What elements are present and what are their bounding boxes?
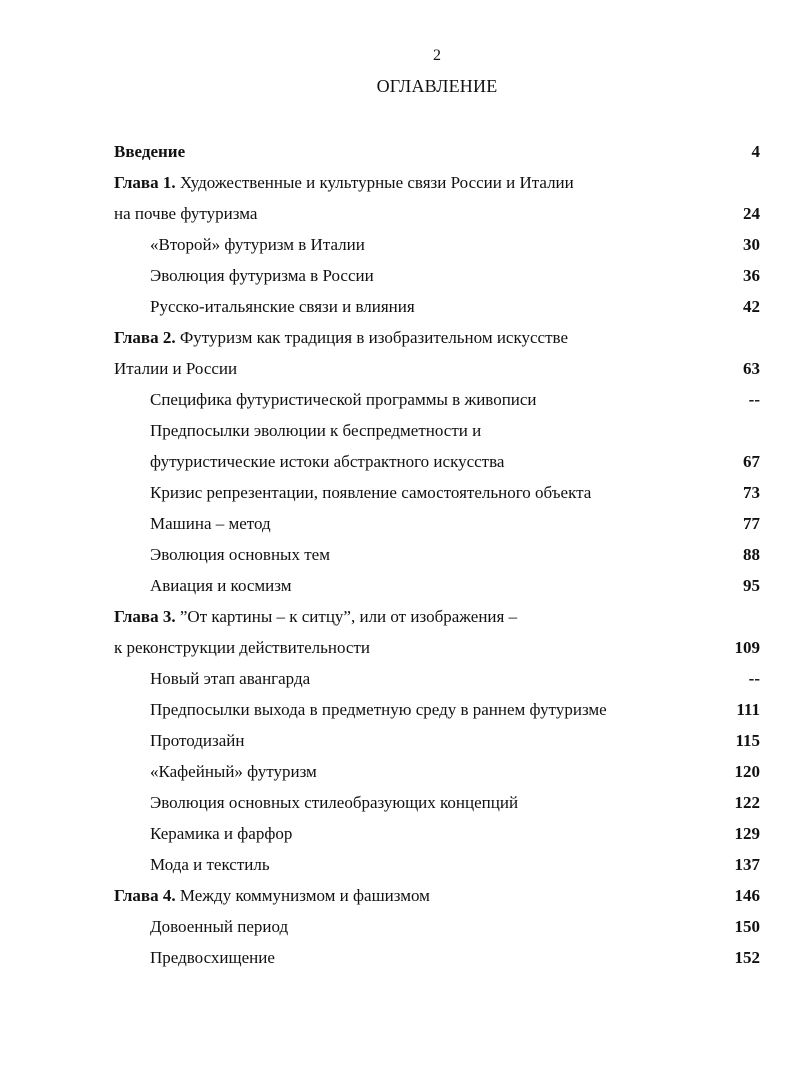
toc-text: «Кафейный» футуризм: [150, 762, 317, 781]
toc-text: Специфика футуристической программы в живописи: [150, 390, 537, 409]
toc-entry-chapter-3-cont: [114, 632, 760, 663]
toc-page: 4: [751, 142, 760, 161]
toc-page: 36: [743, 266, 760, 285]
toc-page: 30: [743, 235, 760, 254]
toc-entry-chapter-2-cont: [114, 353, 760, 384]
toc-text: Авиация и космизм: [150, 576, 292, 595]
toc-entry: [114, 725, 760, 756]
toc-entry-introduction: [114, 136, 760, 167]
toc-text: к реконструкции действительности: [114, 638, 371, 657]
toc-text: Кризис репрезентации, появление самостоятельного объекта: [150, 483, 592, 502]
toc-entry: [114, 570, 760, 601]
toc-entry-chapter-1: [114, 167, 760, 198]
table-of-contents: [114, 136, 760, 973]
toc-text: Мода и текстиль: [150, 855, 270, 874]
toc-entry: [114, 663, 760, 694]
toc-entry: [114, 477, 760, 508]
toc-label: Глава 4.: [114, 886, 176, 905]
toc-text: Протодизайн: [150, 731, 245, 750]
toc-text: Довоенный период: [150, 917, 289, 936]
toc-entry: [114, 291, 760, 322]
toc-label: Введение: [114, 142, 186, 161]
toc-entry: [114, 849, 760, 880]
toc-page: 88: [743, 545, 760, 564]
toc-text: Предвосхищение: [150, 948, 275, 967]
toc-page: 115: [735, 731, 760, 750]
toc-page: 42: [743, 297, 760, 316]
toc-text: Италии и России: [114, 359, 238, 378]
toc-entry-chapter-1-cont: [114, 198, 760, 229]
toc-page: 63: [743, 359, 760, 378]
toc-entry: [114, 756, 760, 787]
toc-page: --: [748, 390, 760, 409]
toc-text: Новый этап авангарда: [150, 669, 311, 688]
toc-entry: [114, 260, 760, 291]
toc-page: 24: [743, 204, 760, 223]
toc-entry: [114, 787, 760, 818]
toc-text: Футуризм как традиция в изобразительном искусстве: [175, 328, 568, 347]
toc-entry: [114, 818, 760, 849]
toc-label: Глава 1.: [114, 173, 176, 192]
toc-page: 150: [734, 917, 760, 936]
toc-entry-chapter-2: [114, 322, 760, 353]
toc-label: Глава 3.: [114, 607, 176, 626]
toc-page: 122: [734, 793, 760, 812]
toc-text: Эволюция футуризма в России: [150, 266, 374, 285]
toc-entry: [114, 694, 760, 725]
toc-entry: [114, 942, 760, 973]
toc-text: Машина – метод: [150, 514, 271, 533]
toc-page: 67: [743, 452, 760, 471]
toc-entry-chapter-4: [114, 880, 760, 911]
toc-text: Русско-итальянские связи и влияния: [150, 297, 415, 316]
toc-page: 109: [734, 638, 760, 657]
toc-entry: [114, 229, 760, 260]
toc-page: 137: [734, 855, 760, 874]
toc-page: 129: [734, 824, 760, 843]
toc-entry-chapter-3: [114, 601, 760, 632]
toc-page: 111: [736, 700, 760, 719]
toc-text: на почве футуризма: [114, 204, 258, 223]
toc-text: «Второй» футуризм в Италии: [150, 235, 365, 254]
toc-page: 152: [734, 948, 760, 967]
toc-entry: [114, 508, 760, 539]
toc-text: Керамика и фарфор: [150, 824, 293, 843]
toc-text: Предпосылки эволюции к беспредметности и: [150, 421, 482, 440]
toc-page: 120: [734, 762, 760, 781]
toc-page: 73: [743, 483, 760, 502]
toc-text: Предпосылки выхода в предметную среду в раннем футуризме: [150, 700, 607, 719]
toc-entry: [114, 415, 760, 446]
toc-label: Глава 2.: [114, 328, 176, 347]
page-title: ОГЛАВЛЕНИЕ: [376, 76, 498, 96]
toc-page: 77: [743, 514, 760, 533]
toc-page: 95: [743, 576, 760, 595]
toc-entry: [114, 384, 760, 415]
page-number: 2: [433, 47, 441, 64]
toc-text: футуристические истоки абстрактного искусства: [150, 452, 505, 471]
toc-entry: [114, 446, 760, 477]
toc-text: Эволюция основных стилеобразующих концепций: [150, 793, 519, 812]
toc-entry: [114, 539, 760, 570]
toc-text: ”От картины – к ситцу”, или от изображения –: [175, 607, 518, 626]
toc-text: Художественные и культурные связи России и Италии: [175, 173, 574, 192]
toc-text: Между коммунизмом и фашизмом: [175, 886, 430, 905]
toc-page: --: [748, 669, 760, 688]
toc-text: Эволюция основных тем: [150, 545, 330, 564]
toc-page: 146: [734, 886, 760, 905]
toc-entry: [114, 911, 760, 942]
